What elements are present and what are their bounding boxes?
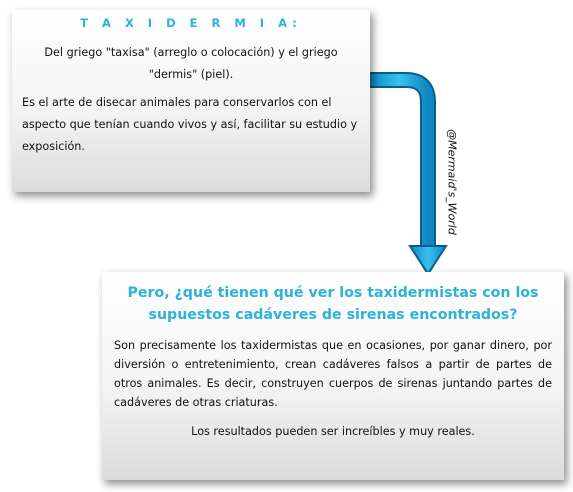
question-title: Pero, ¿qué tienen qué ver los taxidermistas con los supuestos cadáveres de sirenas encontrados? bbox=[127, 285, 539, 323]
author-credit: @Mermaid's_World bbox=[445, 129, 459, 235]
definition-text: Es el arte de disecar animales para conservarlos con el aspecto que tenían cuando vivos y así, facilitar su estudio y exposición. bbox=[22, 96, 358, 153]
conclusion-text: Los resultados pueden ser increíbles y muy reales. bbox=[191, 425, 475, 438]
explanation-text: Son precisamente los taxidermistas que en ocasiones, por ganar dinero, por diversión o entretenimiento, crean cadáveres falsos a partir de partes de otros animales. Es decir, construyen cuerpos de sirenas juntando partes de cadáveres de otras criaturas. bbox=[114, 339, 552, 409]
definition-box bbox=[12, 10, 370, 192]
etymology-text: Del griego "taxisa" (arreglo o colocación) y el griego "dermis" (piel). bbox=[44, 46, 338, 81]
question-box bbox=[102, 272, 564, 480]
definition-title: T A X I D E R M I A: bbox=[80, 16, 302, 30]
